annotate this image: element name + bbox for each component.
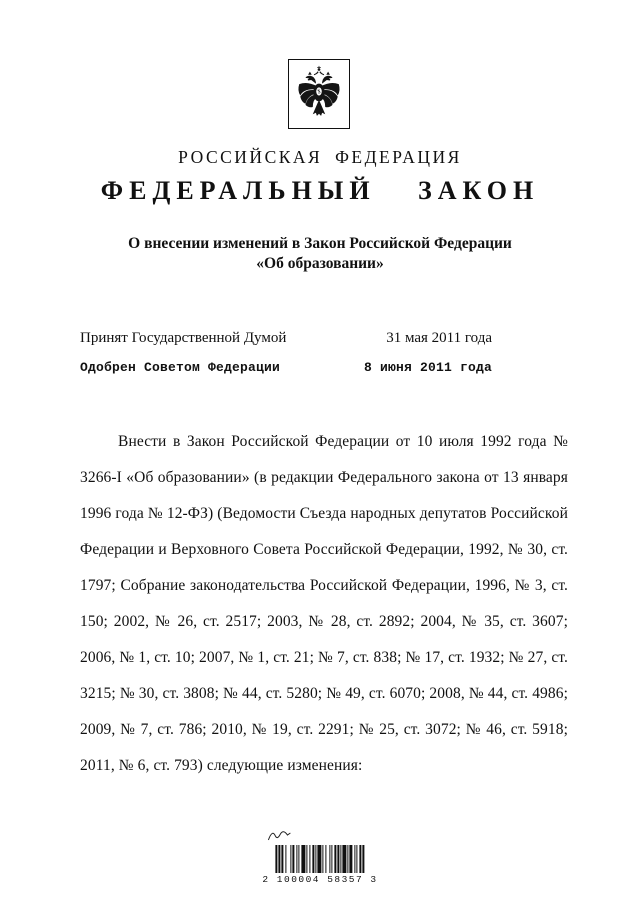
adoption-row-federation-council xyxy=(80,360,492,375)
law-title-line2: «Об образовании» xyxy=(256,255,384,272)
country-name: РОССИЙСКАЯ ФЕДЕРАЦИЯ xyxy=(178,147,462,167)
adopted-by-duma-date: 31 мая 2011 года xyxy=(386,330,492,346)
law-title xyxy=(0,234,640,274)
adoption-row-duma xyxy=(80,330,492,347)
handwritten-mark-icon xyxy=(266,827,292,843)
law-title-line1: О внесении изменений в Закон Российской Федерации xyxy=(128,235,512,252)
approved-by-council-label: Одобрен Советом Федерации xyxy=(80,360,281,375)
adopted-by-duma-label: Принят Государственной Думой xyxy=(80,330,287,346)
adoption-block xyxy=(80,330,492,388)
barcode xyxy=(262,843,377,885)
coat-of-arms-box xyxy=(288,59,350,129)
approved-by-council-date: 8 июня 2011 года xyxy=(363,360,492,375)
coat-of-arms-icon xyxy=(293,64,345,124)
law-body-paragraph: Внести в Закон Российской Федерации от 10 июля 1992 года № 3266-I «Об образовании» (в редакции Федерального закона от 13 января 1996 года № 12-ФЗ) (Ведомости Съезда народных депутатов Российской Федерации и Верховного Совета Российской Федерации, 1992, № 30, ст. 1797; Собрание законодательства Российской Федерации, 1996, № 3, ст. 150; 2002, № 26, ст. 2517; 2003, № 28, ст. 2892; 2004, № 35, ст. 3607; 2006, № 1, ст. 10; 2007, № 1, ст. 21; № 7, ст. 838; № 17, ст. 1932; № 27, ст. 3215; № 30, ст. 3808; № 44, ст. 5280; № 49, ст. 6070; 2008, № 44, ст. 4986; 2009, № 7, ст. 786; 2010, № 19, ст. 2291; № 25, ст. 3072; № 46, ст. 5918; 2011, № 6, ст. 793) следующие изменения: xyxy=(80,433,568,774)
barcode-bars xyxy=(262,843,377,873)
law-type-heading: ФЕДЕРАЛЬНЫЙ ЗАКОН xyxy=(100,176,540,205)
barcode-digits: 2 100004 58357 3 xyxy=(262,874,378,885)
